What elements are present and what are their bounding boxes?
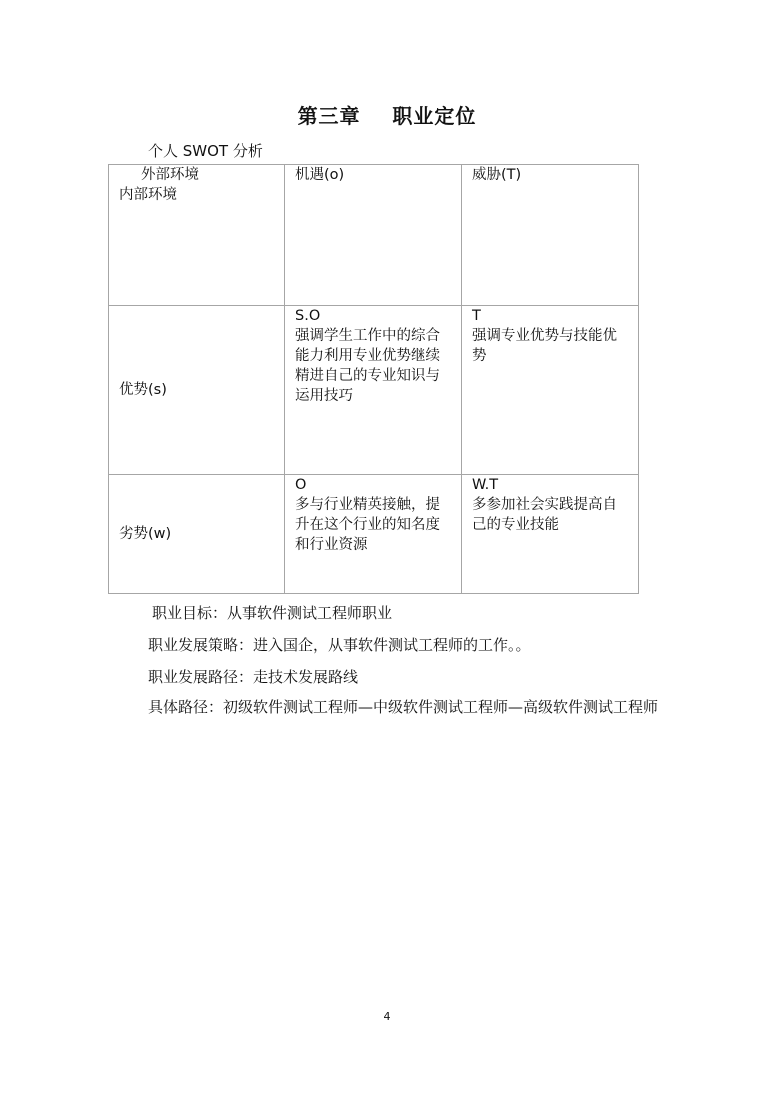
page-title: 第三章 职业定位 — [297, 104, 477, 128]
so-code: S.O — [295, 308, 321, 324]
threat-header: 威胁(T) — [462, 165, 639, 306]
career-strategy-paragraph: 职业发展策略：进入国企，从事软件测试工程师的工作。。 — [148, 636, 531, 654]
st-cell — [462, 306, 639, 475]
page-number: 4 — [383, 1010, 391, 1023]
so-text: 强调学生工作中的综合能力利用专业优势继续精进自己的专业知识与运用技巧 — [295, 328, 440, 404]
wo-cell — [285, 475, 462, 594]
external-environment-label: 外部环境 — [141, 167, 199, 183]
wt-cell — [462, 475, 639, 594]
swot-weakness-row — [109, 475, 639, 594]
career-path-paragraph: 职业发展路径：走技术发展路线 — [148, 668, 359, 686]
wo-text: 多与行业精英接触，提升在这个行业的知名度和行业资源 — [295, 497, 440, 553]
swot-table — [108, 164, 639, 594]
so-cell — [285, 306, 462, 475]
st-code: T — [472, 308, 481, 324]
swot-strength-row — [109, 306, 639, 475]
career-goal-paragraph: 职业目标：从事软件测试工程师职业 — [152, 604, 393, 622]
st-text: 强调专业优势与技能优势 — [472, 328, 617, 364]
wt-code: W.T — [472, 477, 499, 493]
swot-header-row — [109, 165, 639, 306]
wo-code: O — [295, 477, 307, 493]
opportunity-header: 机遇(o) — [285, 165, 462, 306]
swot-corner-cell — [109, 165, 285, 306]
wt-text: 多参加社会实践提高自己的专业技能 — [472, 497, 617, 533]
internal-environment-label: 内部环境 — [119, 187, 177, 203]
strength-label: 优势(s) — [109, 306, 285, 475]
specific-path-paragraph: 具体路径：初级软件测试工程师—中级软件测试工程师—高级软件测试工程师 — [148, 698, 659, 716]
weakness-label: 劣势(w) — [109, 475, 285, 594]
swot-subtitle: 个人 SWOT 分析 — [148, 142, 263, 160]
